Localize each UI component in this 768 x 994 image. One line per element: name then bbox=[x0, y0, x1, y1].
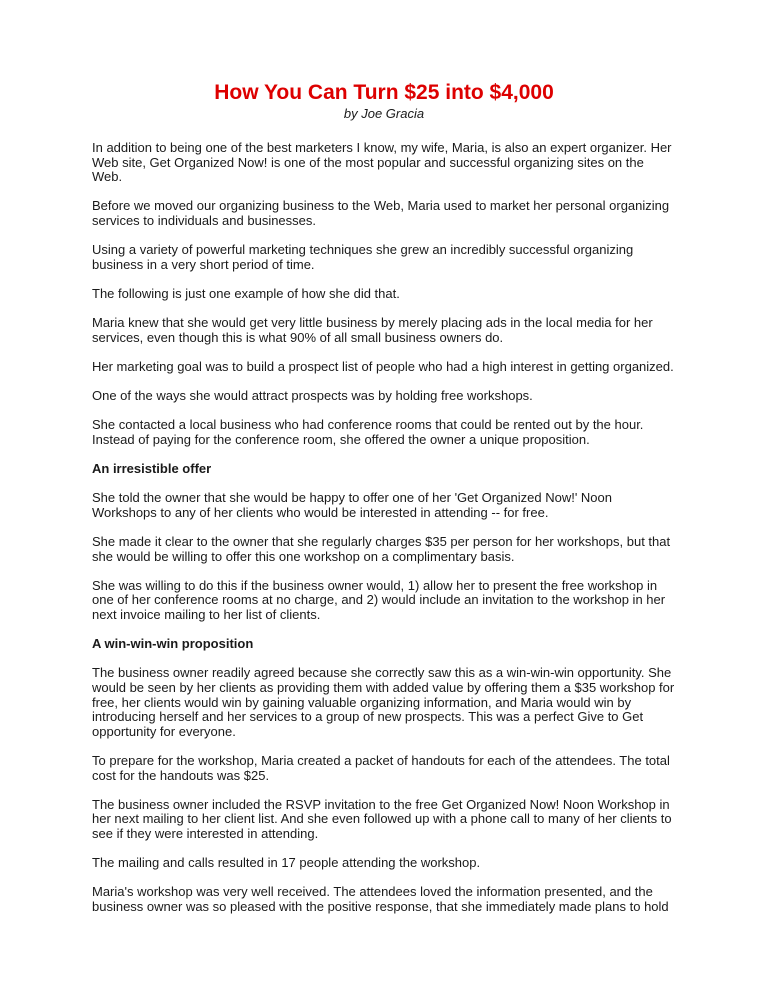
paragraph: The following is just one example of how she did that. bbox=[92, 285, 400, 301]
paragraph: The business owner readily agreed because she correctly saw this as a win-win-win opportunity. She would be seen by her clients as providing them with added value by offering them a $35 workshop for free, her clients would win by gaining valuable organizing information, and Maria would win by introducing herself and her services to a group of new prospects. This was a perfect Give to Get opportunity for everyone. bbox=[92, 665, 675, 739]
paragraph: She made it clear to the owner that she regularly charges $35 per person for her workshops, but that she would be willing to offer this one workshop on a complimentary basis. bbox=[92, 534, 671, 564]
paragraph: The mailing and calls resulted in 17 people attending the workshop. bbox=[92, 855, 481, 871]
paragraph: In addition to being one of the best marketers I know, my wife, Maria, is also an expert organizer. Her Web site, Get Organized Now! is one of the most popular and successful organizing sites on the Web. bbox=[92, 140, 672, 185]
document-body bbox=[92, 141, 676, 914]
document-page bbox=[92, 0, 676, 914]
paragraph: She contacted a local business who had conference rooms that could be rented out by the hour. Instead of paying for the conference room, she offered the owner a unique proposition. bbox=[92, 417, 644, 447]
section-heading: An irresistible offer bbox=[92, 461, 212, 477]
paragraph: Maria knew that she would get very little business by merely placing ads in the local media for her services, even though this is what 90% of all small business owners do. bbox=[92, 315, 653, 345]
paragraph: Maria's workshop was very well received. The attendees loved the information presented, and the business owner was so pleased with the positive response, that she immediately made plans to hold bbox=[92, 884, 669, 914]
paragraph: She told the owner that she would be happy to offer one of her 'Get Organized Now!' Noon Workshops to any of her clients who would be interested in attending -- for free. bbox=[92, 490, 612, 520]
paragraph: One of the ways she would attract prospects was by holding free workshops. bbox=[92, 388, 533, 404]
byline: by Joe Gracia bbox=[343, 106, 425, 121]
page-title: How You Can Turn $25 into $4,000 bbox=[214, 81, 554, 104]
paragraph: Before we moved our organizing business to the Web, Maria used to market her personal organizing services to individuals and businesses. bbox=[92, 198, 670, 228]
paragraph: Her marketing goal was to build a prospect list of people who had a high interest in getting organized. bbox=[92, 358, 674, 374]
paragraph: She was willing to do this if the business owner would, 1) allow her to present the free workshop in one of her conference rooms at no charge, and 2) would include an invitation to the workshop in her next invoice mailing to her list of clients. bbox=[92, 577, 666, 622]
paragraph: The business owner included the RSVP invitation to the free Get Organized Now! Noon Workshop in her next mailing to her client list. And she even followed up with a phone call to many of her clients to see if they were interested in attending. bbox=[92, 796, 672, 841]
paragraph: Using a variety of powerful marketing techniques she grew an incredibly successful organizing business in a very short period of time. bbox=[92, 242, 634, 272]
section-heading: A win-win-win proposition bbox=[92, 636, 254, 652]
paragraph: To prepare for the workshop, Maria created a packet of handouts for each of the attendees. The total cost for the handouts was $25. bbox=[92, 752, 670, 783]
